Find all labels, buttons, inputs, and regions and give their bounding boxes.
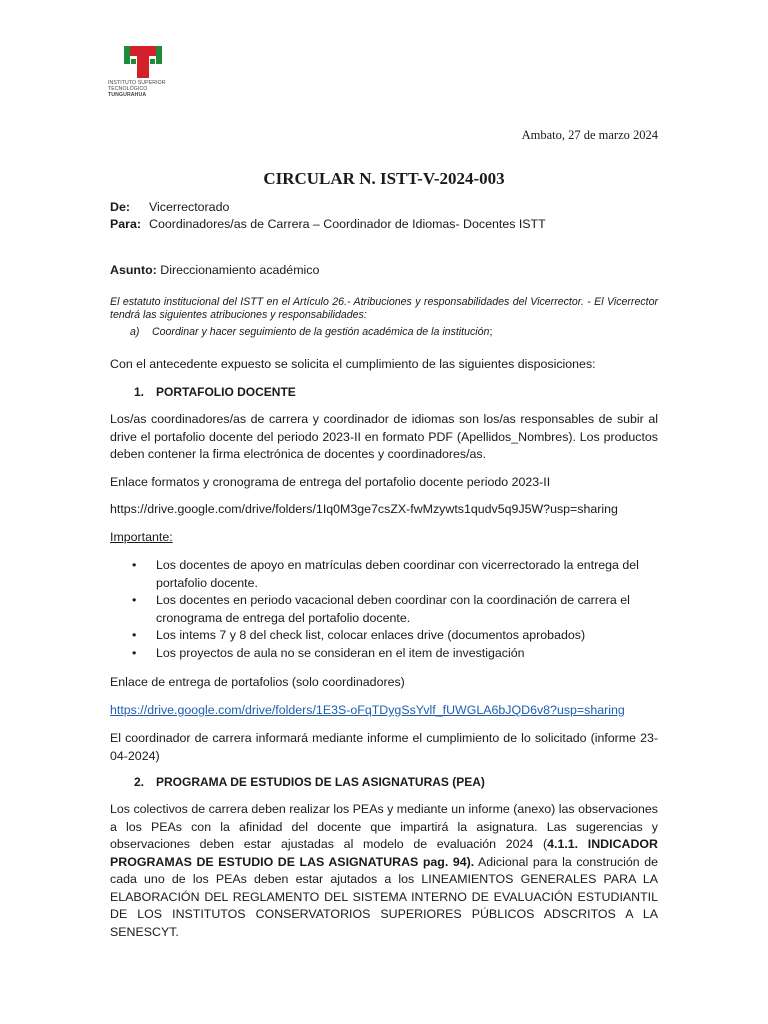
section1-heading: [134, 385, 296, 399]
document-title: CIRCULAR N. ISTT-V-2024-003: [263, 169, 505, 188]
section1-paragraph: Los/as coordinadores/as de carrera y coordinador de idiomas son los/as responsables de subir al drive el portafolio docente del periodo 2023-II en formato PDF (Apellidos_Nombres). Los productos deben contener la firma electrónica de docentes y coordinadores/as.: [110, 412, 658, 461]
to-label: Para:: [110, 217, 141, 231]
istt-logo-icon: [124, 46, 162, 78]
logo-line-1: INSTITUTO SUPERIOR: [108, 80, 166, 86]
statute-item: [130, 326, 492, 338]
subject-value: Direccionamiento académico: [160, 263, 320, 277]
statute-item-label: a): [130, 326, 140, 338]
bullet-icon: •: [132, 628, 137, 642]
statute-item-text: Coordinar y hacer seguimiento de la gestión académica de la institución: [152, 326, 490, 338]
logo-line-2: TECNOLÓGICO: [108, 86, 148, 92]
indicator-reference: 4.1.1. INDICADOR PROGRAMAS DE ESTUDIO DE LAS ASIGNATURAS pag. 94).: [110, 837, 659, 869]
section2-paragraph: Los colectivos de carrera deben realizar los PEAs y mediante un informe (anexo) las observaciones a los PEAs con la afinidad del docente que impartirá la asignatura. Las sugerencias y observaciones deben estar ajustadas al modelo de evaluación 2024 (4.1.1. INDICADOR PROGRAMAS DE ESTUDIO DE LAS ASIGNATURAS pag. 94). Adicional para la construción de cada uno de los PEAs deben estar ajutados a los LINEAMIENTOS GENERALES PARA LA ELABORACIÓN DEL REGLAMENTO DEL SISTEMA INTERNO DE EVALUACIÓN ESTUDIANTIL DE LOS INSTITUTOS CONSERVATORIOS SUPERIORES PÚBLICOS ADSCRITOS A LA SENESCYT.: [110, 802, 659, 939]
bullet-icon: •: [132, 558, 137, 572]
subject-label: Asunto:: [110, 263, 157, 277]
list-item: • Los intems 7 y 8 del check list, colocar enlaces drive (documentos aprobados): [110, 627, 658, 645]
intro-paragraph: Con el antecedente expuesto se solicita el cumplimiento de las siguientes disposiciones:: [110, 357, 596, 371]
statute-item-end: ;: [489, 326, 493, 338]
list-item: • Los docentes en periodo vacacional deben coordinar con la coordinación de carrera el cronograma de entrega del portafolio docente.: [132, 593, 630, 625]
bullet-icon: •: [132, 645, 137, 660]
logo-caption: [108, 80, 178, 98]
section1-number: 1.: [134, 385, 145, 399]
section1-title: PORTAFOLIO DOCENTE: [156, 385, 296, 399]
delivery-link-row: [110, 702, 658, 720]
from-row: [110, 200, 229, 214]
to-row: [110, 217, 546, 231]
report-paragraph: El coordinador de carrera informará mediante informe el cumplimiento de lo solicitado (informe 23-04-2024): [110, 731, 658, 763]
bullet-icon: •: [132, 593, 137, 607]
section2-title: PROGRAMA DE ESTUDIOS DE LAS ASIGNATURAS (PEA): [156, 775, 485, 789]
document-date: Ambato, 27 de marzo 2024: [521, 128, 658, 142]
logo-line-3: TUNGURAHUA: [108, 92, 147, 98]
important-label: Importante:: [110, 530, 173, 544]
list-item: • Los docentes de apoyo en matrículas deben coordinar con vicerrectorado la entrega del portafolio docente.: [132, 558, 639, 590]
important-list: [110, 557, 658, 662]
formats-link-text: Enlace formatos y cronograma de entrega del portafolio docente periodo 2023-II: [110, 475, 551, 489]
from-value: Vicerrectorado: [149, 200, 230, 214]
list-item: • Los proyectos de aula no se consideran en el item de investigación: [110, 645, 658, 663]
delivery-link-text: Enlace de entrega de portafolios (solo coordinadores): [110, 675, 405, 689]
institution-logo: [108, 46, 178, 98]
statute-paragraph: El estatuto institucional del ISTT en el Artículo 26.- Atribuciones y responsabilidades del Vicerrector. - El Vicerrector tendrá las siguientes atribuciones y responsabilidades:: [110, 296, 658, 321]
to-value: Coordinadores/as de Carrera – Coordinador de Idiomas- Docentes ISTT: [149, 217, 546, 231]
formats-url: https://drive.google.com/drive/folders/1Iq0M3ge7csZX-fwMzywts1qudv5q9J5W?usp=sharing: [110, 502, 618, 516]
section2-heading: [134, 775, 485, 789]
section2-number: 2.: [134, 775, 145, 789]
delivery-link[interactable]: https://drive.google.com/drive/folders/1E3S-oFqTDygSsYvlf_fUWGLA6bJQD6v8?usp=sharing: [110, 703, 625, 717]
subject-row: [110, 263, 319, 277]
from-label: De:: [110, 200, 130, 214]
